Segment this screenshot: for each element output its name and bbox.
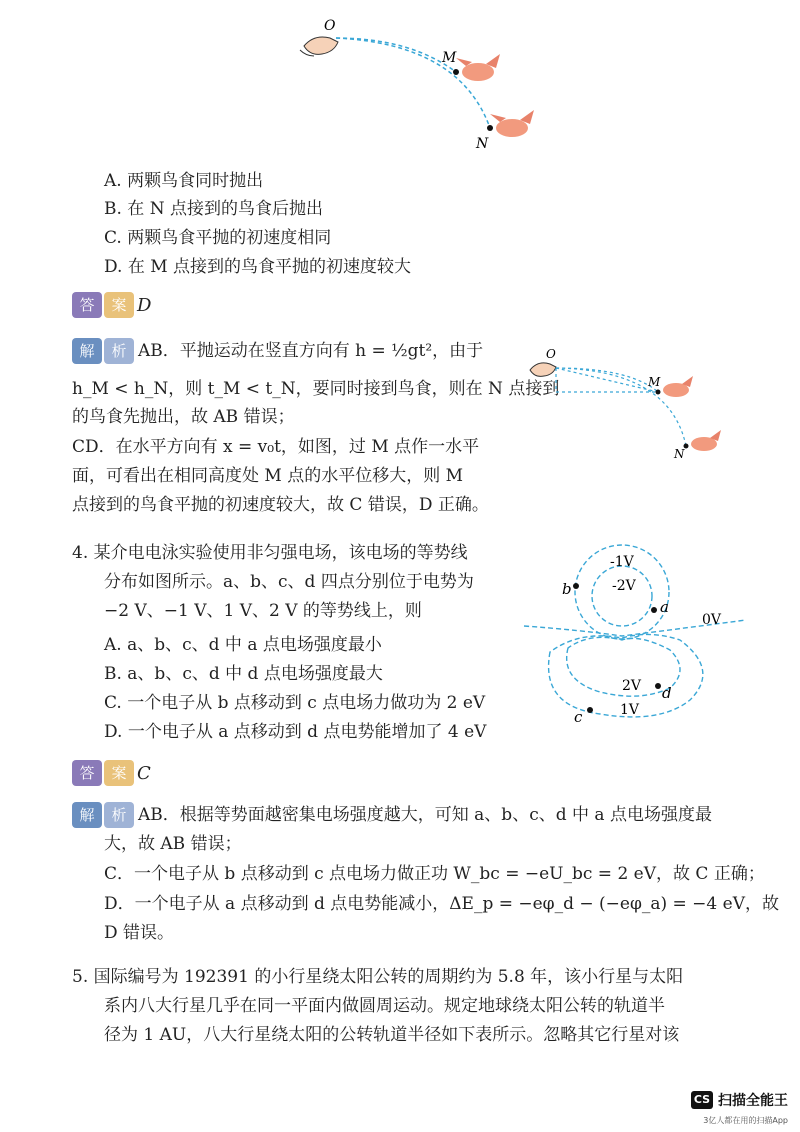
q3-explain-badge: 解 析 bbox=[72, 338, 134, 364]
point-a-label: a bbox=[660, 598, 669, 616]
q3-explain-line: 面，可看出在相同高度处 M 点的水平位移大，则 M bbox=[72, 466, 464, 486]
hand-icon bbox=[300, 37, 338, 56]
q3-option-d: D. 在 M 点接到的鸟食平抛的初速度较大 bbox=[104, 257, 412, 277]
scanner-name: 扫描全能王 bbox=[718, 1093, 788, 1109]
q4-option-a: A. a、b、c、d 中 a 点电场强度最小 bbox=[104, 635, 382, 655]
q3-explain-line: AB．平抛运动在竖直方向有 h = ½gt²，由于 bbox=[138, 341, 484, 361]
scanner-watermark bbox=[691, 1090, 788, 1110]
q4-answer: C bbox=[137, 763, 151, 784]
q3-option-a: A. 两颗鸟食同时抛出 bbox=[104, 171, 264, 191]
q5-stem-line: 系内八大行星几乎在同一平面内做圆周运动。规定地球绕太阳公转的轨道半 bbox=[104, 996, 665, 1016]
label-1v: 1V bbox=[620, 702, 640, 718]
q4-explain-line: D．一个电子从 a 点移动到 d 点电势能减小，ΔE_p = −eφ_d − (−eφ_a) = −4 eV，故 bbox=[104, 894, 779, 914]
scanner-tagline: 3亿人都在用的扫描App bbox=[703, 1116, 788, 1125]
point-o-label: O bbox=[546, 347, 556, 361]
q4-answer-badge: 答 案 bbox=[72, 760, 134, 786]
label-2v: 2V bbox=[622, 678, 642, 694]
q3-option-b: B. 在 N 点接到的鸟食后抛出 bbox=[104, 199, 323, 219]
point-d-label: d bbox=[662, 684, 672, 702]
bird-icon bbox=[663, 376, 693, 397]
point-m-label: M bbox=[442, 50, 457, 66]
q3-explain-line: h_M < h_N，则 t_M < t_N，要同时接到鸟食，则在 N 点接到 bbox=[72, 379, 560, 399]
trajectory-m bbox=[336, 38, 456, 72]
trajectory-n bbox=[336, 38, 490, 128]
label-neg2v: -2V bbox=[612, 578, 636, 594]
throw-figure-explain bbox=[520, 340, 730, 465]
bird-icon bbox=[456, 54, 500, 81]
q3-explain-line: CD．在水平方向有 x = v₀t，如图，过 M 点作一水平 bbox=[72, 437, 480, 457]
q4-option-c: C. 一个电子从 b 点移动到 c 点电场力做功为 2 eV bbox=[104, 693, 486, 713]
q5-stem-line: 5. 国际编号为 192391 的小行星绕太阳公转的周期约为 5.8 年，该小行星与太阳 bbox=[72, 967, 684, 987]
q3-option-c: C. 两颗鸟食平抛的初速度相同 bbox=[104, 228, 332, 248]
point-m-label: M bbox=[648, 375, 661, 389]
point-o-label: O bbox=[324, 18, 336, 34]
point-b-label: b bbox=[562, 580, 572, 598]
q3-answer: D bbox=[137, 295, 152, 316]
label-neg1v: -1V bbox=[610, 554, 634, 570]
q3-explain-line: 的鸟食先抛出，故 AB 错误； bbox=[72, 407, 295, 427]
q4-stem-line: 4. 某介电电泳实验使用非匀强电场，该电场的等势线 bbox=[72, 543, 468, 563]
q4-option-b: B. a、b、c、d 中 d 点电场强度最大 bbox=[104, 664, 383, 684]
q4-explain-line: D 错误。 bbox=[104, 923, 175, 943]
equipotential-figure bbox=[520, 540, 750, 730]
label-0v: 0V bbox=[702, 612, 722, 628]
point-n-label: N bbox=[476, 136, 489, 152]
hand-icon bbox=[530, 363, 556, 377]
point-n-label: N bbox=[674, 447, 685, 461]
q4-stem-line: 分布如图所示。a、b、c、d 四点分别位于电势为 bbox=[104, 572, 474, 592]
q4-stem-line: −2 V、−1 V、1 V、2 V 的等势线上，则 bbox=[104, 601, 422, 621]
q3-answer-badge: 答 案 bbox=[72, 292, 134, 318]
q4-explain-line: C．一个电子从 b 点移动到 c 点电场力做正功 W_bc = −eU_bc = 2 eV，故 C 正确； bbox=[104, 864, 765, 884]
q3-explain-line: 点接到的鸟食平抛的初速度较大，故 C 错误，D 正确。 bbox=[72, 495, 489, 515]
q4-explain-line: 大，故 AB 错误； bbox=[104, 834, 242, 854]
cs-logo-icon: CS bbox=[691, 1091, 713, 1109]
q4-option-d: D. 一个电子从 a 点移动到 d 点电势能增加了 4 eV bbox=[104, 722, 487, 742]
q4-explain-badge: 解 析 bbox=[72, 802, 134, 828]
q4-explain-line: AB．根据等势面越密集电场强度越大，可知 a、b、c、d 中 a 点电场强度最 bbox=[138, 805, 712, 825]
throw-figure-top bbox=[290, 10, 550, 160]
bird-icon bbox=[691, 430, 721, 451]
q5-stem-line: 径为 1 AU，八大行星绕太阳的公转轨道半径如下表所示。忽略其它行星对该 bbox=[104, 1025, 680, 1045]
bird-icon bbox=[490, 110, 534, 137]
point-c-label: c bbox=[574, 708, 583, 726]
